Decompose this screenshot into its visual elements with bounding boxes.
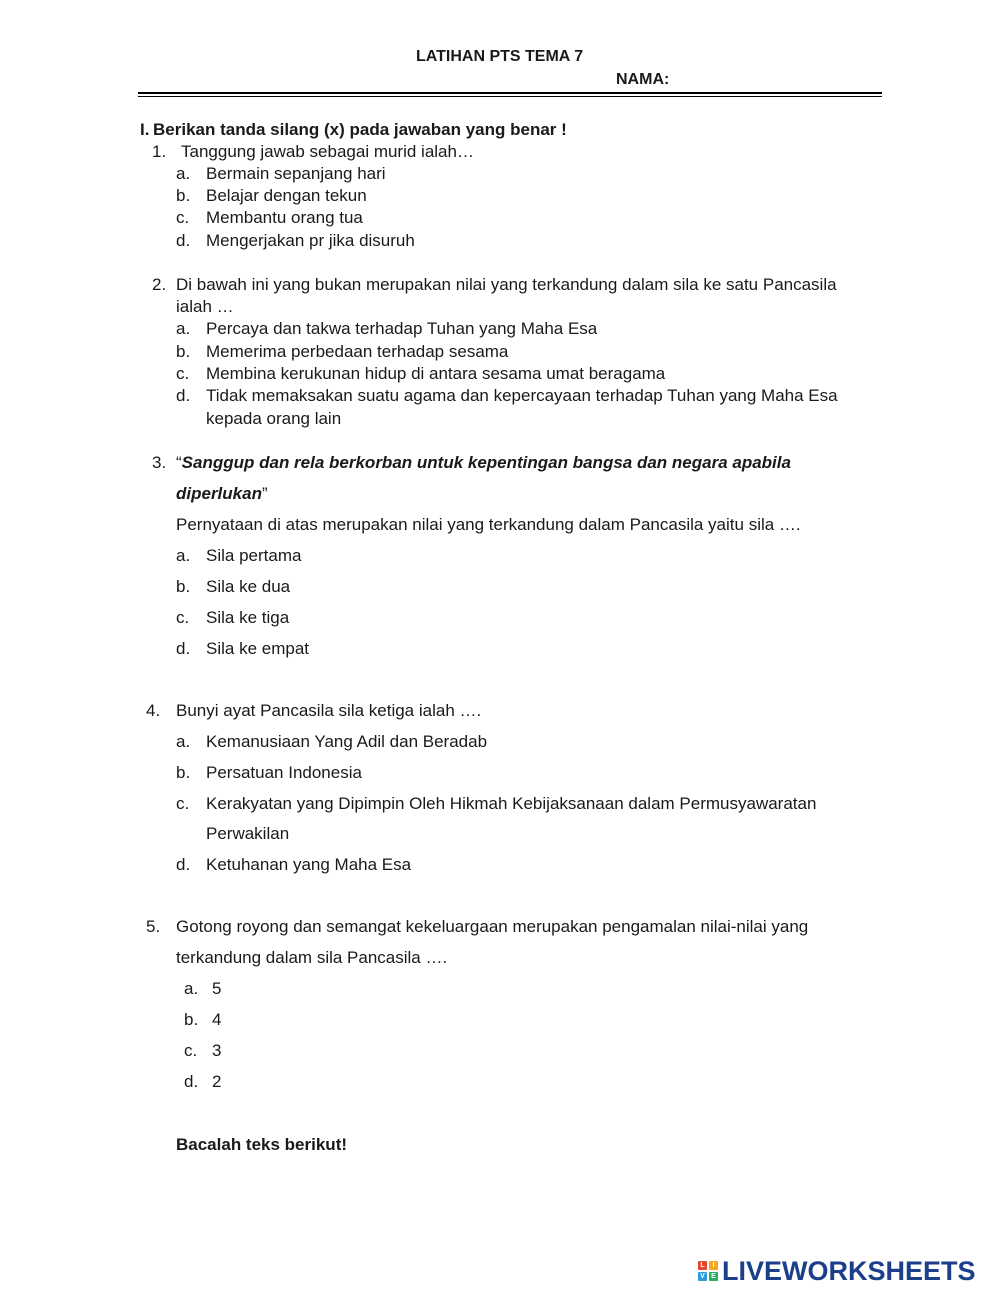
question-5-text-line2: terkandung dalam sila Pancasila …. xyxy=(176,948,448,967)
q5-option-b-letter: b. xyxy=(184,1010,199,1029)
q4-option-c-text-line1: Kerakyatan yang Dipimpin Oleh Hikmah Kebijaksanaan dalam Permusyawaratan xyxy=(206,794,817,813)
name-label: NAMA: xyxy=(616,71,670,88)
q3-option-b-text: Sila ke dua xyxy=(206,577,291,596)
question-1-number: 1. xyxy=(152,142,167,161)
question-2-text-line2: ialah … xyxy=(176,297,234,316)
q2-option-d-letter: d. xyxy=(176,386,191,405)
read-text-instruction: Bacalah teks berikut! xyxy=(176,1135,348,1154)
q3-option-c-letter: c. xyxy=(176,608,190,627)
q5-option-a-text: 5 xyxy=(212,979,222,998)
question-4-number: 4. xyxy=(146,701,161,720)
q5-option-c-letter: c. xyxy=(184,1041,198,1060)
question-2-number: 2. xyxy=(152,275,167,294)
q3-option-a-text: Sila pertama xyxy=(206,546,302,565)
question-1-text: Tanggung jawab sebagai murid ialah… xyxy=(181,142,474,161)
q1-option-d-letter: d. xyxy=(176,231,191,250)
q5-option-c-text: 3 xyxy=(212,1041,222,1060)
logo-block-e: E xyxy=(709,1272,718,1281)
q1-option-b-text: Belajar dengan tekun xyxy=(206,186,367,205)
q3-option-a-letter: a. xyxy=(176,546,191,565)
question-4-text: Bunyi ayat Pancasila sila ketiga ialah …. xyxy=(176,701,482,720)
q1-option-b-letter: b. xyxy=(176,186,191,205)
question-2-text-line1: Di bawah ini yang bukan merupakan nilai yang terkandung dalam sila ke satu Pancasila xyxy=(176,275,837,294)
quote-open-mark: “ xyxy=(176,453,182,472)
q1-option-d-text: Mengerjakan pr jika disuruh xyxy=(206,231,415,250)
question-5-number: 5. xyxy=(146,917,161,936)
worksheet-title: LATIHAN PTS TEMA 7 xyxy=(416,48,584,65)
q2-option-d-text-line1: Tidak memaksakan suatu agama dan kepercayaan terhadap Tuhan yang Maha Esa xyxy=(206,386,838,405)
q5-option-b-text: 4 xyxy=(212,1010,222,1029)
question-3-statement: Pernyataan di atas merupakan nilai yang terkandung dalam Pancasila yaitu sila …. xyxy=(176,515,801,534)
q3-option-d-letter: d. xyxy=(176,639,191,658)
q3-option-b-letter: b. xyxy=(176,577,191,596)
section-number: I. xyxy=(140,120,150,139)
question-3-quote-line1 xyxy=(176,452,791,474)
q4-option-b-letter: b. xyxy=(176,763,191,782)
q4-option-a-letter: a. xyxy=(176,732,191,751)
q1-option-a-text: Bermain sepanjang hari xyxy=(206,164,386,183)
q5-option-d-text: 2 xyxy=(212,1072,222,1091)
q1-option-c-letter: c. xyxy=(176,208,190,227)
liveworksheets-logo xyxy=(698,1255,976,1286)
quote-text-line2: diperlukan xyxy=(176,484,262,503)
q1-option-a-letter: a. xyxy=(176,164,191,183)
q4-option-a-text: Kemanusiaan Yang Adil dan Beradab xyxy=(206,732,488,751)
q4-option-d-letter: d. xyxy=(176,855,191,874)
quote-text-line1: Sanggup dan rela berkorban untuk kepentingan bangsa dan negara apabila xyxy=(181,453,791,472)
q5-option-d-letter: d. xyxy=(184,1072,199,1091)
q2-option-c-text: Membina kerukunan hidup di antara sesama umat beragama xyxy=(206,364,666,383)
logo-block-i: I xyxy=(709,1261,718,1270)
liveworksheets-logo-icon xyxy=(698,1261,718,1281)
q2-option-d-text-line2: kepada orang lain xyxy=(206,409,342,428)
q4-option-b-text: Persatuan Indonesia xyxy=(206,763,362,782)
q3-option-d-text: Sila ke empat xyxy=(206,639,309,658)
logo-block-v: V xyxy=(698,1272,707,1281)
q2-option-a-letter: a. xyxy=(176,319,191,338)
logo-block-l: L xyxy=(698,1261,707,1270)
q2-option-b-letter: b. xyxy=(176,342,191,361)
q3-option-c-text: Sila ke tiga xyxy=(206,608,290,627)
quote-close-mark: ” xyxy=(261,484,268,503)
header-divider-thick xyxy=(138,92,882,94)
question-3-quote-line2 xyxy=(176,483,268,505)
liveworksheets-logo-text: LIVEWORKSHEETS xyxy=(722,1255,976,1286)
question-5-text-line1: Gotong royong dan semangat kekeluargaan merupakan pengamalan nilai-nilai yang xyxy=(176,917,809,936)
q4-option-d-text: Ketuhanan yang Maha Esa xyxy=(206,855,412,874)
question-3-number: 3. xyxy=(152,453,167,472)
q2-option-a-text: Percaya dan takwa terhadap Tuhan yang Maha Esa xyxy=(206,319,598,338)
q2-option-b-text: Memerima perbedaan terhadap sesama xyxy=(206,342,509,361)
section-instruction: Berikan tanda silang (x) pada jawaban yang benar ! xyxy=(153,120,567,139)
q2-option-c-letter: c. xyxy=(176,364,190,383)
q4-option-c-letter: c. xyxy=(176,794,190,813)
header-divider-thin xyxy=(138,96,882,97)
q1-option-c-text: Membantu orang tua xyxy=(206,208,363,227)
q5-option-a-letter: a. xyxy=(184,979,199,998)
q4-option-c-text-line2: Perwakilan xyxy=(206,824,290,843)
